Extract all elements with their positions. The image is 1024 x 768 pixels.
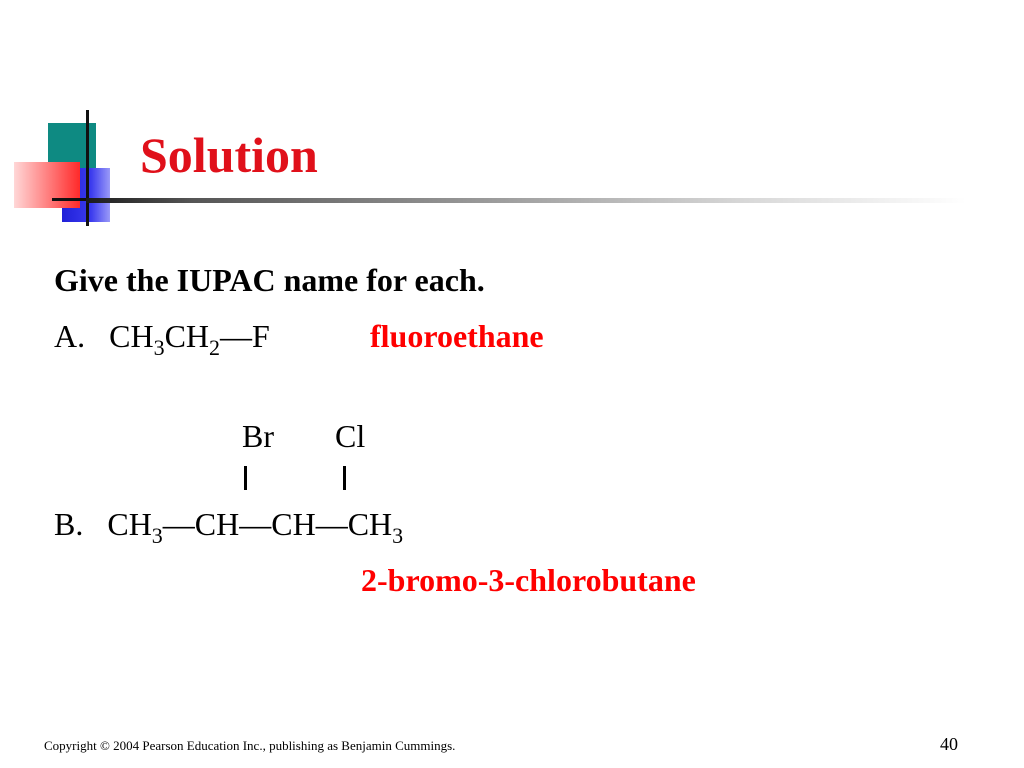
title-underline (86, 198, 966, 203)
bond-dash: — (239, 506, 272, 542)
formula-ch: CH (109, 318, 154, 354)
formula-ch: CH (271, 506, 316, 542)
chlorine-substituent: Cl (335, 418, 366, 454)
bromine-substituent: Br (242, 418, 274, 454)
page-number: 40 (940, 734, 958, 754)
subscript: 3 (153, 335, 165, 360)
logo-vertical-line (86, 110, 89, 226)
formula-ch: CH (194, 506, 240, 542)
part-a-formula-line (54, 318, 270, 360)
copyright-footer: Copyright © 2004 Pearson Education Inc., publishing as Benjamin Cummings. (44, 738, 456, 753)
formula-ch: CH (164, 318, 210, 354)
bond-line-br (244, 466, 247, 490)
bond-dash: — (315, 506, 348, 542)
part-b-formula-line (54, 506, 404, 548)
question-prompt: Give the IUPAC name for each. (54, 262, 485, 298)
logo-red-square (14, 162, 80, 208)
formula-atom: F (252, 318, 270, 354)
part-b-label: B. (54, 506, 84, 542)
formula-ch: CH (107, 506, 152, 542)
part-b-answer: 2-bromo-3-chlorobutane (361, 562, 696, 598)
subscript: 2 (209, 335, 221, 360)
formula-ch: CH (347, 506, 393, 542)
subscript: 3 (392, 523, 404, 548)
part-a-label: A. (54, 318, 86, 354)
slide-title: Solution (140, 127, 318, 183)
bond-line-cl (343, 466, 346, 490)
part-a-answer: fluoroethane (370, 318, 544, 354)
bond-dash: — (220, 318, 253, 354)
subscript: 3 (151, 523, 163, 548)
bond-dash: — (162, 506, 195, 542)
